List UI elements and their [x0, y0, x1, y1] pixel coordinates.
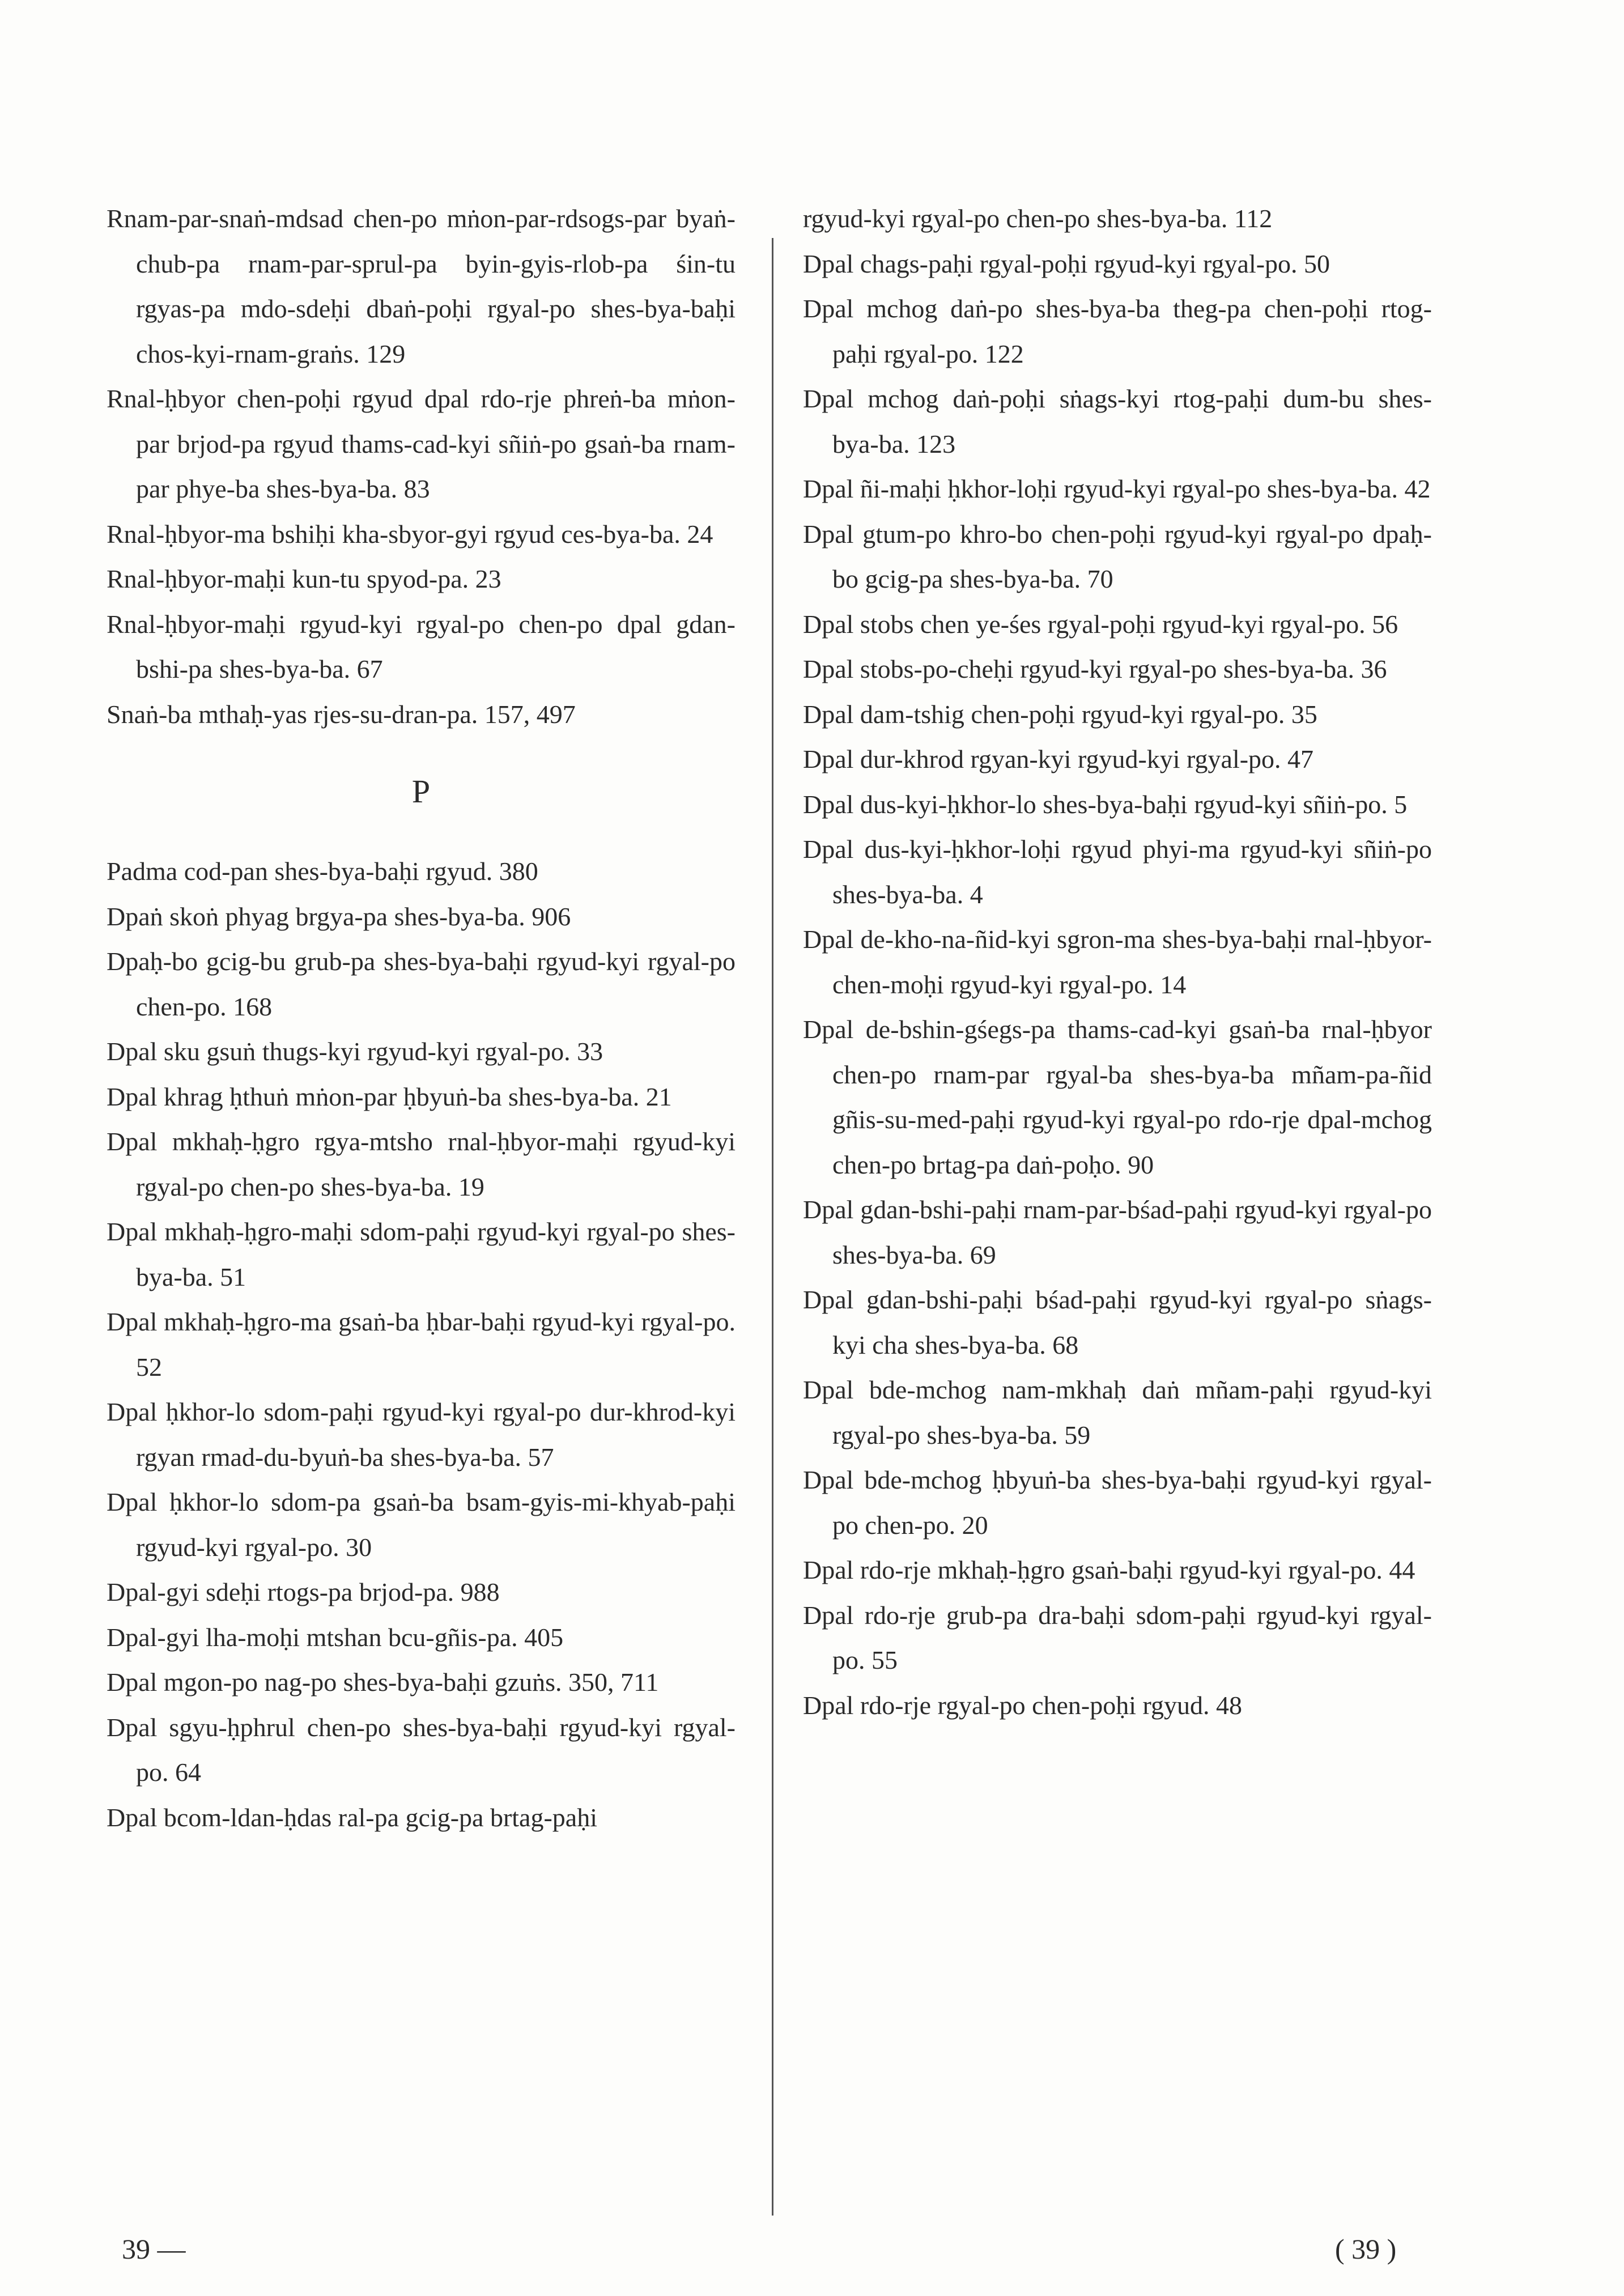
index-entry: Dpal mkhaḥ-ḥgro-ma gsaṅ-ba ḥbar-baḥi rgyud-kyi rgyal-po. 52: [107, 1307, 736, 1381]
index-entry: Dpal de-bshin-gśegs-pa thams-cad-kyi gsaṅ-ba rnal-ḥbyor chen-po rnam-par rgyal-ba shes-bya-ba mñam-pa-ñid gñis-su-med-paḥi rgyud-kyi rgyal-po rdo-rje dpal-mchog chen-po brtag-pa daṅ-poḥo. 90: [803, 1015, 1432, 1179]
index-entry: Dpal stobs chen ye-śes rgyal-poḥi rgyud-kyi rgyal-po. 56: [803, 609, 1398, 639]
index-entry: Dpal ḥkhor-lo sdom-paḥi rgyud-kyi rgyal-po dur-khrod-kyi rgyan rmad-du-byuṅ-ba shes-bya-ba. 57: [107, 1397, 736, 1472]
index-entry: Dpal sgyu-ḥphrul chen-po shes-bya-baḥi rgyud-kyi rgyal-po. 64: [107, 1712, 736, 1787]
index-entry: Dpal rdo-rje rgyal-po chen-poḥi rgyud. 48: [803, 1690, 1242, 1720]
index-entry: Dpal rdo-rje grub-pa dra-baḥi sdom-paḥi rgyud-kyi rgyal-po. 55: [803, 1600, 1432, 1674]
left-column: [107, 196, 736, 1840]
index-entry: Dpal mkhaḥ-ḥgro-maḥi sdom-paḥi rgyud-kyi rgyal-po shes-bya-ba. 51: [107, 1217, 736, 1291]
index-entry: Dpal bde-mchog nam-mkhaḥ daṅ mñam-paḥi rgyud-kyi rgyal-po shes-bya-ba. 59: [803, 1375, 1432, 1449]
index-entry: Snaṅ-ba mthaḥ-yas rjes-su-dran-pa. 157, 497: [107, 699, 576, 729]
index-entry: Dpal mkhaḥ-ḥgro rgya-mtsho rnal-ḥbyor-maḥi rgyud-kyi rgyal-po chen-po shes-bya-ba. 19: [107, 1127, 736, 1201]
index-entry: Dpal-gyi sdeḥi rtogs-pa brjod-pa. 988: [107, 1578, 500, 1606]
index-entry: rgyud-kyi rgyal-po chen-po shes-bya-ba. 112: [803, 204, 1273, 233]
index-entry: Rnam-par-snaṅ-mdsad chen-po mṅon-par-rdsogs-par byaṅ-chub-pa rnam-par-sprul-pa byin-gyis-rlob-pa śin-tu rgyas-pa mdo-sdeḥi dbaṅ-poḥi rgyal-po shes-bya-baḥi chos-kyi-rnam-graṅs. 129: [107, 204, 736, 368]
right-column: [803, 196, 1432, 1728]
index-entry: Padma cod-pan shes-bya-baḥi rgyud. 380: [107, 857, 538, 886]
index-entry: Dpal de-kho-na-ñid-kyi sgron-ma shes-bya-baḥi rnal-ḥbyor-chen-moḥi rgyud-kyi rgyal-po. 14: [803, 925, 1432, 999]
index-entry: Dpal gdan-bshi-paḥi bśad-paḥi rgyud-kyi rgyal-po sṅags-kyi cha shes-bya-ba. 68: [803, 1285, 1432, 1359]
index-entry: Dpaṅ skoṅ phyag brgya-pa shes-bya-ba. 906: [107, 902, 571, 931]
index-entry: Dpal mgon-po nag-po shes-bya-baḥi gzuṅs. 350, 711: [107, 1668, 659, 1697]
index-entry: Dpal ñi-maḥi ḥkhor-loḥi rgyud-kyi rgyal-po shes-bya-ba. 42: [803, 474, 1431, 503]
index-entry: Dpal khrag ḥthuṅ mṅon-par ḥbyuṅ-ba shes-bya-ba. 21: [107, 1082, 672, 1111]
left-entries-bottom: [107, 849, 736, 1840]
index-entry: Dpal dus-kyi-ḥkhor-lo shes-bya-baḥi rgyud-kyi sñiṅ-po. 5: [803, 789, 1408, 819]
section-letter: P: [411, 773, 431, 810]
index-entry: Rnal-ḥbyor-ma bshiḥi kha-sbyor-gyi rgyud ces-bya-ba. 24: [107, 519, 713, 549]
index-entry: Rnal-ḥbyor-maḥi kun-tu spyod-pa. 23: [107, 564, 501, 593]
index-entry: Dpal chags-paḥi rgyal-poḥi rgyud-kyi rgyal-po. 50: [803, 249, 1330, 278]
index-entry: Dpal dur-khrod rgyan-kyi rgyud-kyi rgyal-po. 47: [803, 745, 1314, 773]
index-entry: Dpal dam-tshig chen-poḥi rgyud-kyi rgyal-po. 35: [803, 699, 1317, 729]
index-entry: Dpal gdan-bshi-paḥi rnam-par-bśad-paḥi rgyud-kyi rgyal-po shes-bya-ba. 69: [803, 1195, 1432, 1269]
column-divider: [772, 238, 773, 2216]
index-entry: Dpal ḥkhor-lo sdom-pa gsaṅ-ba bsam-gyis-mi-khyab-paḥi rgyud-kyi rgyal-po. 30: [107, 1487, 736, 1562]
index-entry: Dpal mchog daṅ-poḥi sṅags-kyi rtog-paḥi dum-bu shes-bya-ba. 123: [803, 384, 1432, 458]
page-number-right: ( 39 ): [1335, 2233, 1397, 2265]
index-entry: Dpaḥ-bo gcig-bu grub-pa shes-bya-baḥi rgyud-kyi rgyal-po chen-po. 168: [107, 947, 736, 1021]
page-number-left: 39 —: [122, 2233, 186, 2265]
index-entry: Dpal stobs-po-cheḥi rgyud-kyi rgyal-po shes-bya-ba. 36: [803, 654, 1387, 683]
index-entry: Dpal dus-kyi-ḥkhor-loḥi rgyud phyi-ma rgyud-kyi sñiṅ-po shes-bya-ba. 4: [803, 835, 1432, 909]
index-entry: Rnal-ḥbyor-maḥi rgyud-kyi rgyal-po chen-po dpal gdan-bshi-pa shes-bya-ba. 67: [107, 609, 736, 683]
index-entry: Rnal-ḥbyor chen-poḥi rgyud dpal rdo-rje phreṅ-ba mṅon-par brjod-pa rgyud thams-cad-kyi sñiṅ-po gsaṅ-ba rnam-par phye-ba shes-bya-ba. 83: [107, 384, 736, 503]
left-entries-top: [107, 196, 736, 737]
index-entry: Dpal mchog daṅ-po shes-bya-ba theg-pa chen-poḥi rtog-paḥi rgyal-po. 122: [803, 294, 1432, 368]
index-entry: Dpal bde-mchog ḥbyuṅ-ba shes-bya-baḥi rgyud-kyi rgyal-po chen-po. 20: [803, 1465, 1432, 1540]
right-entries: [803, 196, 1432, 1728]
index-entry: Dpal gtum-po khro-bo chen-poḥi rgyud-kyi rgyal-po dpaḥ-bo gcig-pa shes-bya-ba. 70: [803, 519, 1432, 593]
index-entry: Dpal rdo-rje mkhaḥ-ḥgro gsaṅ-baḥi rgyud-kyi rgyal-po. 44: [803, 1555, 1415, 1584]
index-entry: Dpal bcom-ldan-ḥdas ral-pa gcig-pa brtag-paḥi: [107, 1802, 597, 1832]
index-entry: Dpal sku gsuṅ thugs-kyi rgyud-kyi rgyal-po. 33: [107, 1037, 603, 1066]
index-entry: Dpal-gyi lha-moḥi mtshan bcu-gñis-pa. 405: [107, 1622, 564, 1652]
